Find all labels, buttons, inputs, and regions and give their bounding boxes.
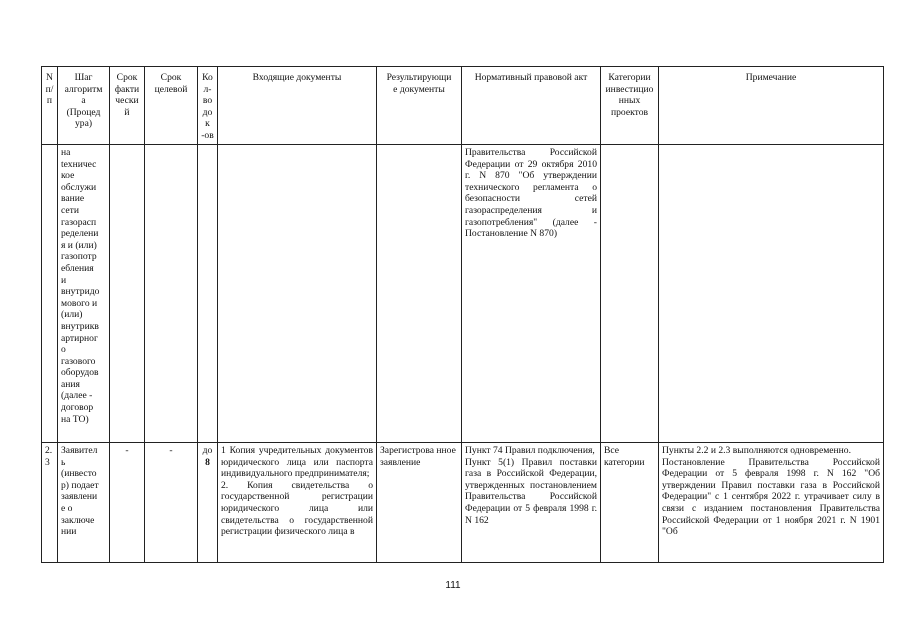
- cell-doc-count: [198, 443, 218, 563]
- header-num-text: N п/ п: [45, 72, 54, 107]
- header-categories: [601, 67, 659, 145]
- cell-num: [42, 145, 58, 443]
- table-row: [42, 145, 884, 443]
- cell-actual-term: [110, 443, 145, 563]
- cell-actual-term: [110, 145, 145, 443]
- cell-legal-act: [462, 443, 601, 563]
- page-number: 111: [445, 580, 461, 591]
- cell-incoming-text: 1 Копия учредительных документов юридического лица или паспорта индивидуального предпринимателя; 2. Копия свидетельства о государственной регистрации юридического лица или свидетельства о государственной регистрации физического лица в: [221, 445, 373, 538]
- header-target-term: [145, 67, 198, 145]
- cell-doc-count-text: до: [202, 445, 213, 456]
- cell-resulting: [377, 145, 462, 443]
- cell-incoming: [218, 443, 377, 563]
- header-doc-count-text: Ко л- во док -ов: [201, 72, 214, 141]
- header-incoming-text: Входящие документы: [252, 72, 342, 83]
- header-step: [58, 67, 110, 145]
- header-actual-term-text: Срок факти чески й: [114, 72, 140, 118]
- header-note-text: Примечание: [745, 72, 797, 83]
- cell-note: [659, 443, 884, 563]
- cell-legal-act-text: Пункт 74 Правил подключения, Пункт 5(1) Правил поставки газа в Российской Федерации, утвержденных постановлением Правительства Российской Федерации от 5 февраля 1998 г. N 162: [465, 445, 597, 526]
- cell-target-term: [145, 443, 198, 563]
- cell-step-text: на tехничес кое обслужи вание сети газорасп ределени я и (или) газопотр ебления и внутридо мового и (или) внутрикв артирног о газового оборудов ания (далее - договор на ТО): [61, 147, 100, 425]
- header-resulting: [377, 67, 462, 145]
- cell-categories: [601, 443, 659, 563]
- header-actual-term: [110, 67, 145, 145]
- header-legal-act-text: Нормативный правовой акт: [474, 72, 588, 83]
- cell-num: [42, 443, 58, 563]
- header-categories-text: Категории инвестицио нных проектов: [605, 72, 654, 118]
- header-resulting-text: Результирующи е документы: [386, 72, 452, 95]
- cell-step-text: Заявител ь (инвесто р) подает заявлени е о заключе нии: [61, 445, 99, 538]
- header-legal-act: [462, 67, 601, 145]
- cell-legal-act: [462, 145, 601, 443]
- header-doc-count: [198, 67, 218, 145]
- cell-legal-act-text: Правительства Российской Федерации от 29 октября 2010 г. N 870 "Об утверждении технического регламента о безопасности сетей газораспределения и газопотребления" (далее - Постановление N 870): [465, 147, 597, 240]
- cell-num-text: 2.3: [45, 445, 53, 468]
- header-step-text: Шаг алгоритм а (Процед ура): [64, 72, 103, 130]
- cell-note-text: Пункты 2.2 и 2.3 выполняются одновременно. Постановление Правительства Российской Федерации от 5 февраля 1998 г. N 162 "Об утверждении Правил поставки газа в Российской Федерации" с 1 сентября 2022 г. утрачивает силу в связи с изданием постановления Правительства Российской Федерации от 1 ноября 2021 г. N 1901 "Об: [662, 445, 880, 538]
- table-header-row: [42, 67, 884, 145]
- cell-doc-count: [198, 145, 218, 443]
- cell-target-term-text: -: [169, 445, 173, 456]
- cell-incoming: [218, 145, 377, 443]
- header-target-term-text: Срок целевой: [154, 72, 188, 95]
- cell-target-term: [145, 145, 198, 443]
- header-num: [42, 67, 58, 145]
- cell-resulting-text: Зарегистрова нное заявление: [380, 445, 456, 468]
- header-note: [659, 67, 884, 145]
- cell-resulting: [377, 443, 462, 563]
- cell-categories-text: Все категории: [604, 445, 645, 468]
- procedure-table: [41, 66, 884, 563]
- cell-step: [58, 145, 110, 443]
- cell-doc-count-suffix: 8: [205, 456, 210, 468]
- cell-step: [58, 443, 110, 563]
- cell-categories: [601, 145, 659, 443]
- header-incoming: [218, 67, 377, 145]
- cell-note: [659, 145, 884, 443]
- table-row: [42, 443, 884, 563]
- cell-actual-term-text: -: [125, 445, 129, 456]
